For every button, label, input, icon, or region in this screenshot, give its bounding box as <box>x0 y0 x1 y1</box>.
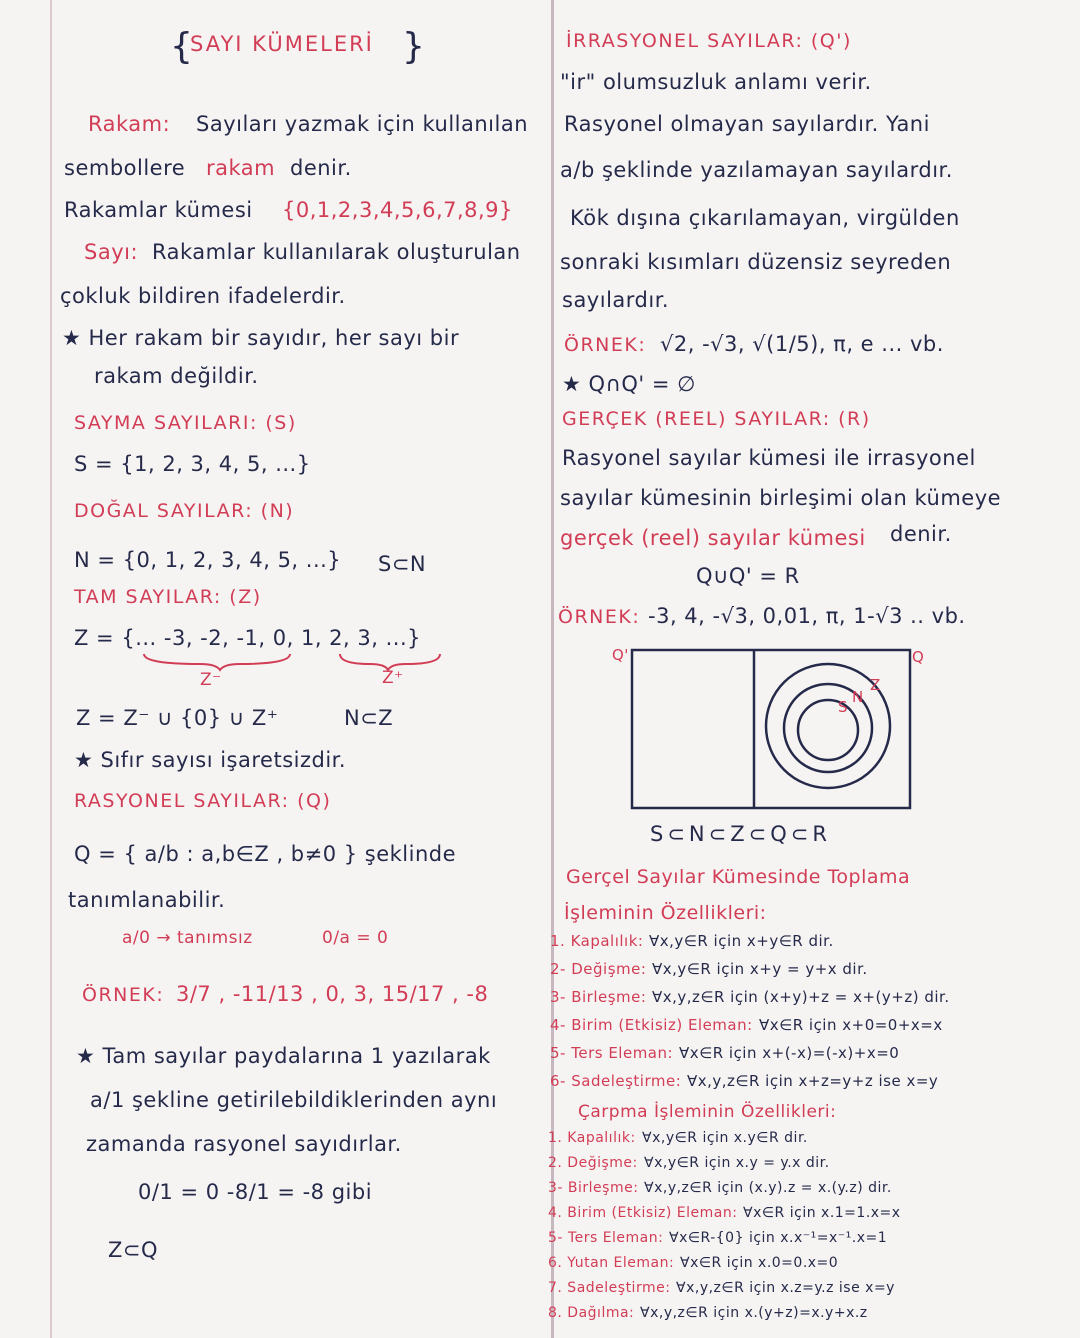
toplama-item-label: 4- Birim (Etkisiz) Eleman: <box>550 1016 753 1034</box>
toplama-item-label: 2- Değişme: <box>550 960 647 978</box>
z-plus-label: Z⁺ <box>382 668 404 688</box>
sayi-def-1: Rakamlar kullanılarak oluşturulan <box>152 240 521 264</box>
rakam-def-1: Sayıları yazmak için kullanılan <box>196 112 529 136</box>
dogal-set: N = {0, 1, 2, 3, 4, 5, ...} <box>74 548 342 572</box>
carpma-item-label: 3- Birleşme: <box>548 1180 639 1196</box>
rakamlar-kumesi-label: Rakamlar kümesi <box>64 198 253 222</box>
rasyonel-set: Q = { a/b : a,b∈Z , b≠0 } şeklinde <box>74 842 457 866</box>
venn-label-n: N <box>852 688 864 706</box>
irrasyonel-line-2: Rasyonel olmayan sayılardır. Yani <box>564 112 930 136</box>
carpma-item-label: 5- Ters Eleman: <box>548 1230 664 1246</box>
rakam-word: rakam <box>206 156 276 180</box>
toplama-item-text: ∀x,y,z∈R için (x+y)+z = x+(y+z) dir. <box>652 988 950 1006</box>
carpma-item-label: 8. Dağılma: <box>548 1305 635 1321</box>
reel-ornek: -3, 4, -√3, 0,01, π, 1-√3 .. vb. <box>648 604 966 628</box>
carpma-item-text: ∀x,y,z∈R için x.(y+z)=x.y+x.z <box>640 1305 868 1321</box>
undefined-expr: a/0 → tanımsız <box>122 928 253 948</box>
carpma-item-label: 2. Değişme: <box>548 1155 638 1171</box>
right-brace: } <box>402 26 425 67</box>
carpma-item-label: 7. Sadeleştirme: <box>548 1280 671 1296</box>
z-union: Z = Z⁻ ∪ {0} ∪ Z⁺ <box>76 706 279 730</box>
title-text: SAYI KÜMELERİ <box>190 32 374 56</box>
carpma-title: Çarpma İşleminin Özellikleri: <box>578 1102 837 1122</box>
reel-line-3a: gerçek (reel) sayılar kümesi <box>560 526 866 550</box>
venn-label-q-prime: Q' <box>612 646 629 664</box>
carpma-item-label: 6. Yutan Eleman: <box>548 1255 675 1271</box>
toplama-item-text: ∀x,y∈R için x+y∈R dir. <box>649 932 834 950</box>
toplama-title-2: İşleminin Özellikleri: <box>564 902 767 924</box>
reel-ornek-label: ÖRNEK: <box>558 606 641 628</box>
rasyonel-title: RASYONEL SAYILAR: (Q) <box>74 790 332 812</box>
carpma-item-text: ∀x,y∈R için x.y = y.x dir. <box>644 1155 830 1171</box>
rakamlar-set: {0,1,2,3,4,5,6,7,8,9} <box>282 198 513 222</box>
irrasyonel-line-5: sonraki kısımları düzensiz seyreden <box>560 250 952 274</box>
note-rakam-sayi-2: rakam değildir. <box>94 364 259 388</box>
z-minus-label: Z⁻ <box>200 670 222 690</box>
sayi-label: Sayı: <box>84 240 139 264</box>
q-union-q-prime: Q∪Q' = R <box>696 564 800 588</box>
left-brace: { <box>170 26 193 67</box>
carpma-item-text: ∀x,y∈R için x.y∈R dir. <box>642 1130 808 1146</box>
s-subset-n: S⊂N <box>378 552 427 576</box>
venn-label-q: Q <box>912 648 925 666</box>
tam-set-underbraces <box>140 650 460 672</box>
toplama-item-text: ∀x∈R için x+(-x)=(-x)+x=0 <box>679 1044 900 1062</box>
irrasyonel-ornek: √2, -√3, √(1/5), π, e ... vb. <box>660 332 944 356</box>
carpma-item-text: ∀x∈R için x.1=1.x=x <box>743 1205 901 1221</box>
irrasyonel-line-6: sayılardır. <box>562 288 670 312</box>
reel-title: GERÇEK (REEL) SAYILAR: (R) <box>562 408 871 430</box>
note-rakam-sayi-1: ★ Her rakam bir sayıdır, her sayı bir <box>62 326 460 350</box>
irrasyonel-line-1: "ir" olumsuzluk anlamı verir. <box>560 70 872 94</box>
carpma-item-text: ∀x,y,z∈R için (x.y).z = x.(y.z) dir. <box>644 1180 892 1196</box>
ornek-label-left: ÖRNEK: <box>82 984 165 1006</box>
q-intersect-q-prime: ★ Q∩Q' = ∅ <box>562 372 696 396</box>
venn-universe-r <box>632 650 910 808</box>
reel-line-2: sayılar kümesinin birleşimi olan kümeye <box>560 486 1002 510</box>
toplama-title-1: Gerçel Sayılar Kümesinde Toplama <box>566 866 911 888</box>
toplama-item-label: 5- Ters Eleman: <box>550 1044 674 1062</box>
sayma-title: SAYMA SAYILARI: (S) <box>74 412 297 434</box>
toplama-item-label: 1. Kapalılık: <box>550 932 644 950</box>
dogal-title: DOĞAL SAYILAR: (N) <box>74 500 295 522</box>
toplama-item-label: 3- Birleşme: <box>550 988 647 1006</box>
reel-line-3b: denir. <box>890 522 952 546</box>
rakam-def-3: denir. <box>290 156 352 180</box>
toplama-item-label: 6- Sadeleştirme: <box>550 1072 682 1090</box>
page-title <box>170 26 425 67</box>
toplama-item-text: ∀x∈R için x+0=0+x=x <box>759 1016 943 1034</box>
carpma-item-label: 1. Kapalılık: <box>548 1130 636 1146</box>
rasyonel-def-2: tanımlanabilir. <box>68 888 226 912</box>
sayi-def-2: çokluk bildiren ifadelerdir. <box>60 284 346 308</box>
margin-line <box>50 0 52 1338</box>
venn-label-z: Z <box>870 676 881 694</box>
toplama-item-text: ∀x,y,z∈R için x+z=y+z ise x=y <box>687 1072 939 1090</box>
venn-diagram <box>600 644 930 814</box>
carpma-item-text: ∀x,y,z∈R için x.z=y.z ise x=y <box>676 1280 895 1296</box>
sayma-set: S = {1, 2, 3, 4, 5, ...} <box>74 452 311 476</box>
zero-expr: 0/a = 0 <box>322 928 389 948</box>
note-tam-rasyonel-2: a/1 şekline getirilebildiklerinden aynı <box>90 1088 498 1112</box>
rakam-def-2: sembollere <box>64 156 186 180</box>
venn-circle-s <box>798 700 858 760</box>
rakam-label: Rakam: <box>88 112 171 136</box>
n-subset-z: N⊂Z <box>344 706 394 730</box>
irrasyonel-line-3: a/b şeklinde yazılamayan sayılardır. <box>560 158 953 182</box>
note-sifir: ★ Sıfır sayısı işaretsizdir. <box>74 748 347 772</box>
irrasyonel-ornek-label: ÖRNEK: <box>564 334 647 356</box>
note-tam-rasyonel-example: 0/1 = 0 -8/1 = -8 gibi <box>138 1180 373 1204</box>
carpma-item-text: ∀x∈R için x.0=0.x=0 <box>680 1255 839 1271</box>
note-tam-rasyonel-1: ★ Tam sayılar paydalarına 1 yazılarak <box>76 1044 491 1068</box>
reel-line-1: Rasyonel sayılar kümesi ile irrasyonel <box>562 446 976 470</box>
carpma-item-label: 4. Birim (Etkisiz) Eleman: <box>548 1205 738 1221</box>
irrasyonel-title: İRRASYONEL SAYILAR: (Q') <box>566 30 852 52</box>
ornek-values-left: 3/7 , -11/13 , 0, 3, 15/17 , -8 <box>176 982 489 1006</box>
tam-set: Z = {... -3, -2, -1, 0, 1, 2, 3, ...} <box>74 626 421 650</box>
carpma-item-text: ∀x∈R-{0} için x.x⁻¹=x⁻¹.x=1 <box>669 1230 888 1246</box>
note-tam-rasyonel-3: zamanda rasyonel sayıdırlar. <box>86 1132 402 1156</box>
z-subset-q: Z⊂Q <box>108 1238 159 1262</box>
irrasyonel-line-4: Kök dışına çıkarılamayan, virgülden <box>570 206 960 230</box>
tam-title: TAM SAYILAR: (Z) <box>74 586 262 608</box>
toplama-item-text: ∀x,y∈R için x+y = y+x dir. <box>652 960 868 978</box>
venn-label-s: S <box>838 698 849 716</box>
subset-chain: S⊂N⊂Z⊂Q⊂R <box>650 822 831 846</box>
